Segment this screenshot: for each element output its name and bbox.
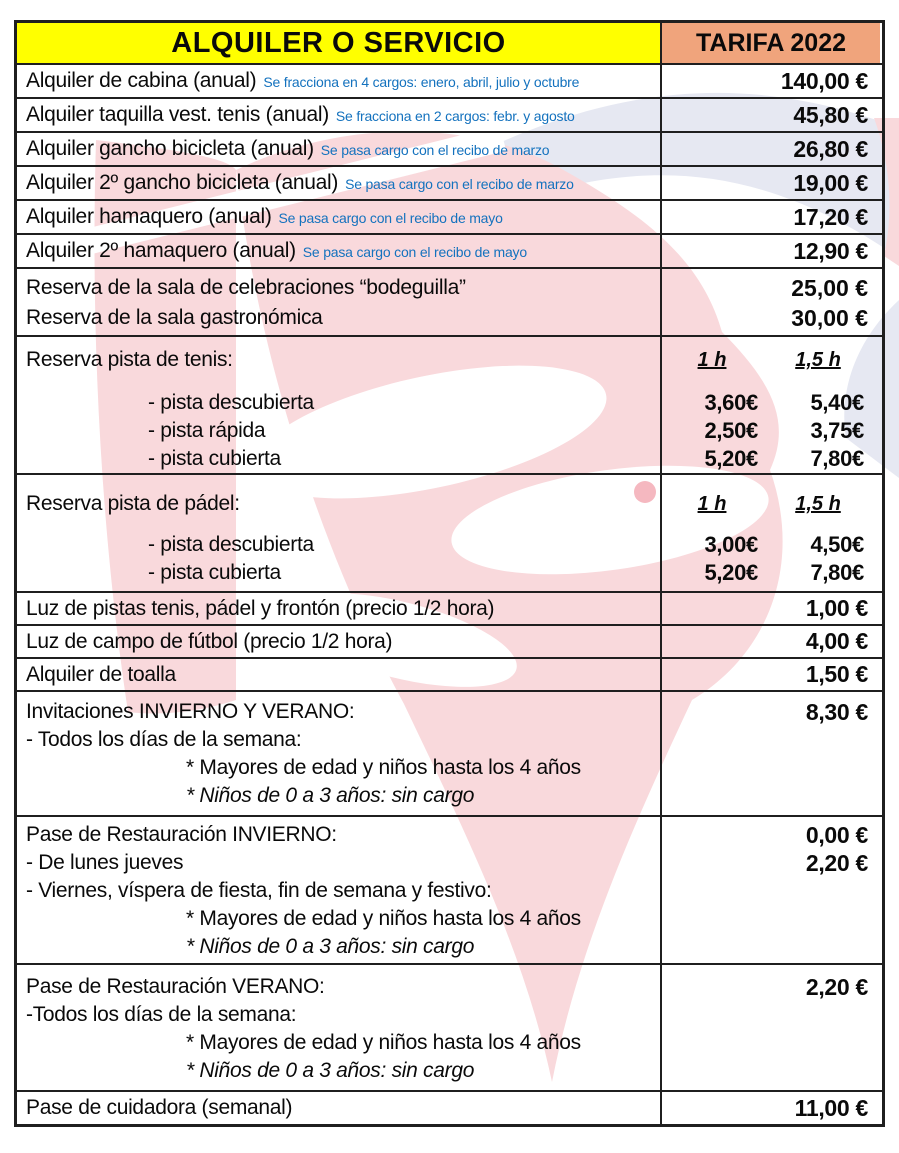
row-note: Se fracciona en 2 cargos: febr. y agosto <box>335 108 575 124</box>
table-row <box>17 165 882 199</box>
block-line: * Mayores de edad y niños hasta los 4 años <box>186 756 581 779</box>
row-price: 1,50 € <box>805 661 868 687</box>
price-15h: 4,50€ <box>810 532 864 557</box>
price-pair <box>662 445 880 473</box>
row-price: 30,00 € <box>791 305 868 331</box>
row-price: 2,20 € <box>805 850 868 876</box>
row-price: 12,90 € <box>793 237 868 264</box>
row-price: 2,20 € <box>805 974 868 1000</box>
row-note: Se pasa cargo con el recibo de mayo <box>302 244 527 260</box>
row-label-cell <box>17 201 660 233</box>
row-label: Pase de cuidadora (semanal) <box>26 1096 293 1119</box>
table-row <box>17 63 882 97</box>
header-service-cell <box>17 23 660 63</box>
row-label-cell <box>17 269 660 335</box>
row-label-cell <box>17 65 660 97</box>
row-label: Alquiler taquilla vest. tenis (anual) <box>26 103 329 126</box>
row-price-cell <box>660 692 880 815</box>
row-label: Luz de campo de fútbol (precio 1/2 hora) <box>26 629 393 653</box>
header-service-label: ALQUILER O SERVICIO <box>171 26 506 59</box>
table-row-restauracion-invierno <box>17 815 882 963</box>
sub-item: - pista cubierta <box>148 561 281 584</box>
price-1h: 2,50€ <box>704 418 758 443</box>
row-label-cell <box>17 659 660 690</box>
row-price-cell <box>660 99 880 131</box>
row-label: Alquiler 2º gancho bicicleta (anual) <box>26 171 339 194</box>
price-15h: 3,75€ <box>810 418 864 443</box>
price-pair <box>662 531 880 559</box>
header-tarifa-label: TARIFA 2022 <box>695 28 847 57</box>
row-price: 4,00 € <box>805 628 868 654</box>
row-price: 25,00 € <box>791 275 868 301</box>
row-label-cell <box>17 1092 660 1124</box>
row-label-cell <box>17 337 660 473</box>
row-price-cell <box>660 593 880 624</box>
block-line: * Mayores de edad y niños hasta los 4 años <box>186 907 581 930</box>
row-price-cell <box>660 626 880 657</box>
price-15h: 5,40€ <box>810 390 864 415</box>
price-column-headers <box>662 489 880 519</box>
row-label: Alquiler hamaquero (anual) <box>26 205 272 228</box>
price-1h: 3,60€ <box>704 390 758 415</box>
row-price-cell <box>660 269 880 335</box>
col-header-15h: 1,5 h <box>795 493 841 515</box>
row-price-cell <box>660 1092 880 1124</box>
row-price: 45,80 € <box>793 101 868 128</box>
section-title: Reserva pista de tenis: <box>26 348 233 371</box>
row-price: 26,80 € <box>793 135 868 162</box>
header-tarifa-cell <box>660 23 880 63</box>
section-title: Invitaciones INVIERNO Y VERANO: <box>26 700 355 723</box>
price-15h: 7,80€ <box>810 446 864 471</box>
row-label-cell <box>17 167 660 199</box>
row-label: Reserva de la sala gastronómica <box>26 306 323 329</box>
row-price: 140,00 € <box>780 67 868 94</box>
col-header-1h: 1 h <box>697 349 727 371</box>
row-label-cell <box>17 475 660 591</box>
block-line: * Mayores de edad y niños hasta los 4 años <box>186 1031 581 1054</box>
section-title: Reserva pista de pádel: <box>26 492 240 515</box>
table-row <box>17 131 882 165</box>
table-row <box>17 97 882 131</box>
col-header-1h: 1 h <box>697 493 727 515</box>
price-pair <box>662 559 880 587</box>
row-price-cell <box>660 167 880 199</box>
table-row <box>17 199 882 233</box>
table-header-row <box>17 23 882 63</box>
row-price-cell <box>660 659 880 690</box>
table-row-padel <box>17 473 882 591</box>
table-row <box>17 233 882 267</box>
row-price-cell <box>660 965 880 1090</box>
row-label: Alquiler gancho bicicleta (anual) <box>26 137 314 160</box>
sub-item: - pista descubierta <box>148 533 314 556</box>
row-price: 1,00 € <box>805 595 868 621</box>
sub-item: - pista rápida <box>148 419 266 442</box>
row-price: 0,00 € <box>805 822 868 848</box>
table-row-restauracion-verano <box>17 963 882 1090</box>
block-line: - Viernes, víspera de fiesta, fin de semana y festivo: <box>26 879 492 902</box>
row-label-cell <box>17 692 660 815</box>
row-price-cell <box>660 65 880 97</box>
section-title: Pase de Restauración VERANO: <box>26 975 325 998</box>
row-label-cell <box>17 133 660 165</box>
price-1h: 3,00€ <box>704 532 758 557</box>
row-price-cell <box>660 133 880 165</box>
row-label: Luz de pistas tenis, pádel y frontón (precio 1/2 hora) <box>26 596 495 620</box>
row-price: 19,00 € <box>793 169 868 196</box>
row-price: 17,20 € <box>793 203 868 230</box>
row-note: Se fracciona en 4 cargos: enero, abril, julio y octubre <box>263 74 580 90</box>
row-price-cell <box>660 475 880 591</box>
table-row <box>17 657 882 690</box>
row-label: Alquiler 2º hamaquero (anual) <box>26 239 296 262</box>
row-label-cell <box>17 817 660 963</box>
price-table <box>14 20 885 1127</box>
row-note: Se pasa cargo con el recibo de marzo <box>320 142 550 158</box>
row-price: 8,30 € <box>805 699 868 725</box>
block-line: * Niños de 0 a 3 años: sin cargo <box>186 784 475 807</box>
row-label-cell <box>17 965 660 1090</box>
row-price-cell <box>660 337 880 473</box>
row-price: 11,00 € <box>794 1094 868 1121</box>
row-label-cell <box>17 593 660 624</box>
row-price-cell <box>660 817 880 963</box>
block-line: -Todos los días de la semana: <box>26 1003 297 1026</box>
col-header-15h: 1,5 h <box>795 349 841 371</box>
price-pair <box>662 417 880 445</box>
table-row <box>17 591 882 624</box>
table-row-salas <box>17 267 882 335</box>
row-label-cell <box>17 626 660 657</box>
block-line: - De lunes jueves <box>26 851 184 874</box>
price-1h: 5,20€ <box>704 446 758 471</box>
price-column-headers <box>662 345 880 375</box>
table-row <box>17 624 882 657</box>
row-price-cell <box>660 201 880 233</box>
row-label: Alquiler de toalla <box>26 662 176 686</box>
row-note: Se pasa cargo con el recibo de mayo <box>278 210 503 226</box>
section-title: Pase de Restauración INVIERNO: <box>26 823 337 846</box>
price-15h: 7,80€ <box>810 560 864 585</box>
table-row-invitaciones <box>17 690 882 815</box>
sub-item: - pista descubierta <box>148 391 314 414</box>
price-1h: 5,20€ <box>704 560 758 585</box>
row-label: Alquiler de cabina (anual) <box>26 69 257 92</box>
row-label-cell <box>17 235 660 267</box>
row-note: Se pasa cargo con el recibo de marzo <box>345 176 574 192</box>
row-label-cell <box>17 99 660 131</box>
price-pair <box>662 389 880 417</box>
table-row <box>17 1090 882 1124</box>
block-line: * Niños de 0 a 3 años: sin cargo <box>186 1059 475 1082</box>
sub-item: - pista cubierta <box>148 447 281 470</box>
block-line: * Niños de 0 a 3 años: sin cargo <box>186 935 475 958</box>
table-row-tenis <box>17 335 882 473</box>
row-price-cell <box>660 235 880 267</box>
block-line: - Todos los días de la semana: <box>26 728 302 751</box>
row-label: Reserva de la sala de celebraciones “bodeguilla” <box>26 276 466 299</box>
